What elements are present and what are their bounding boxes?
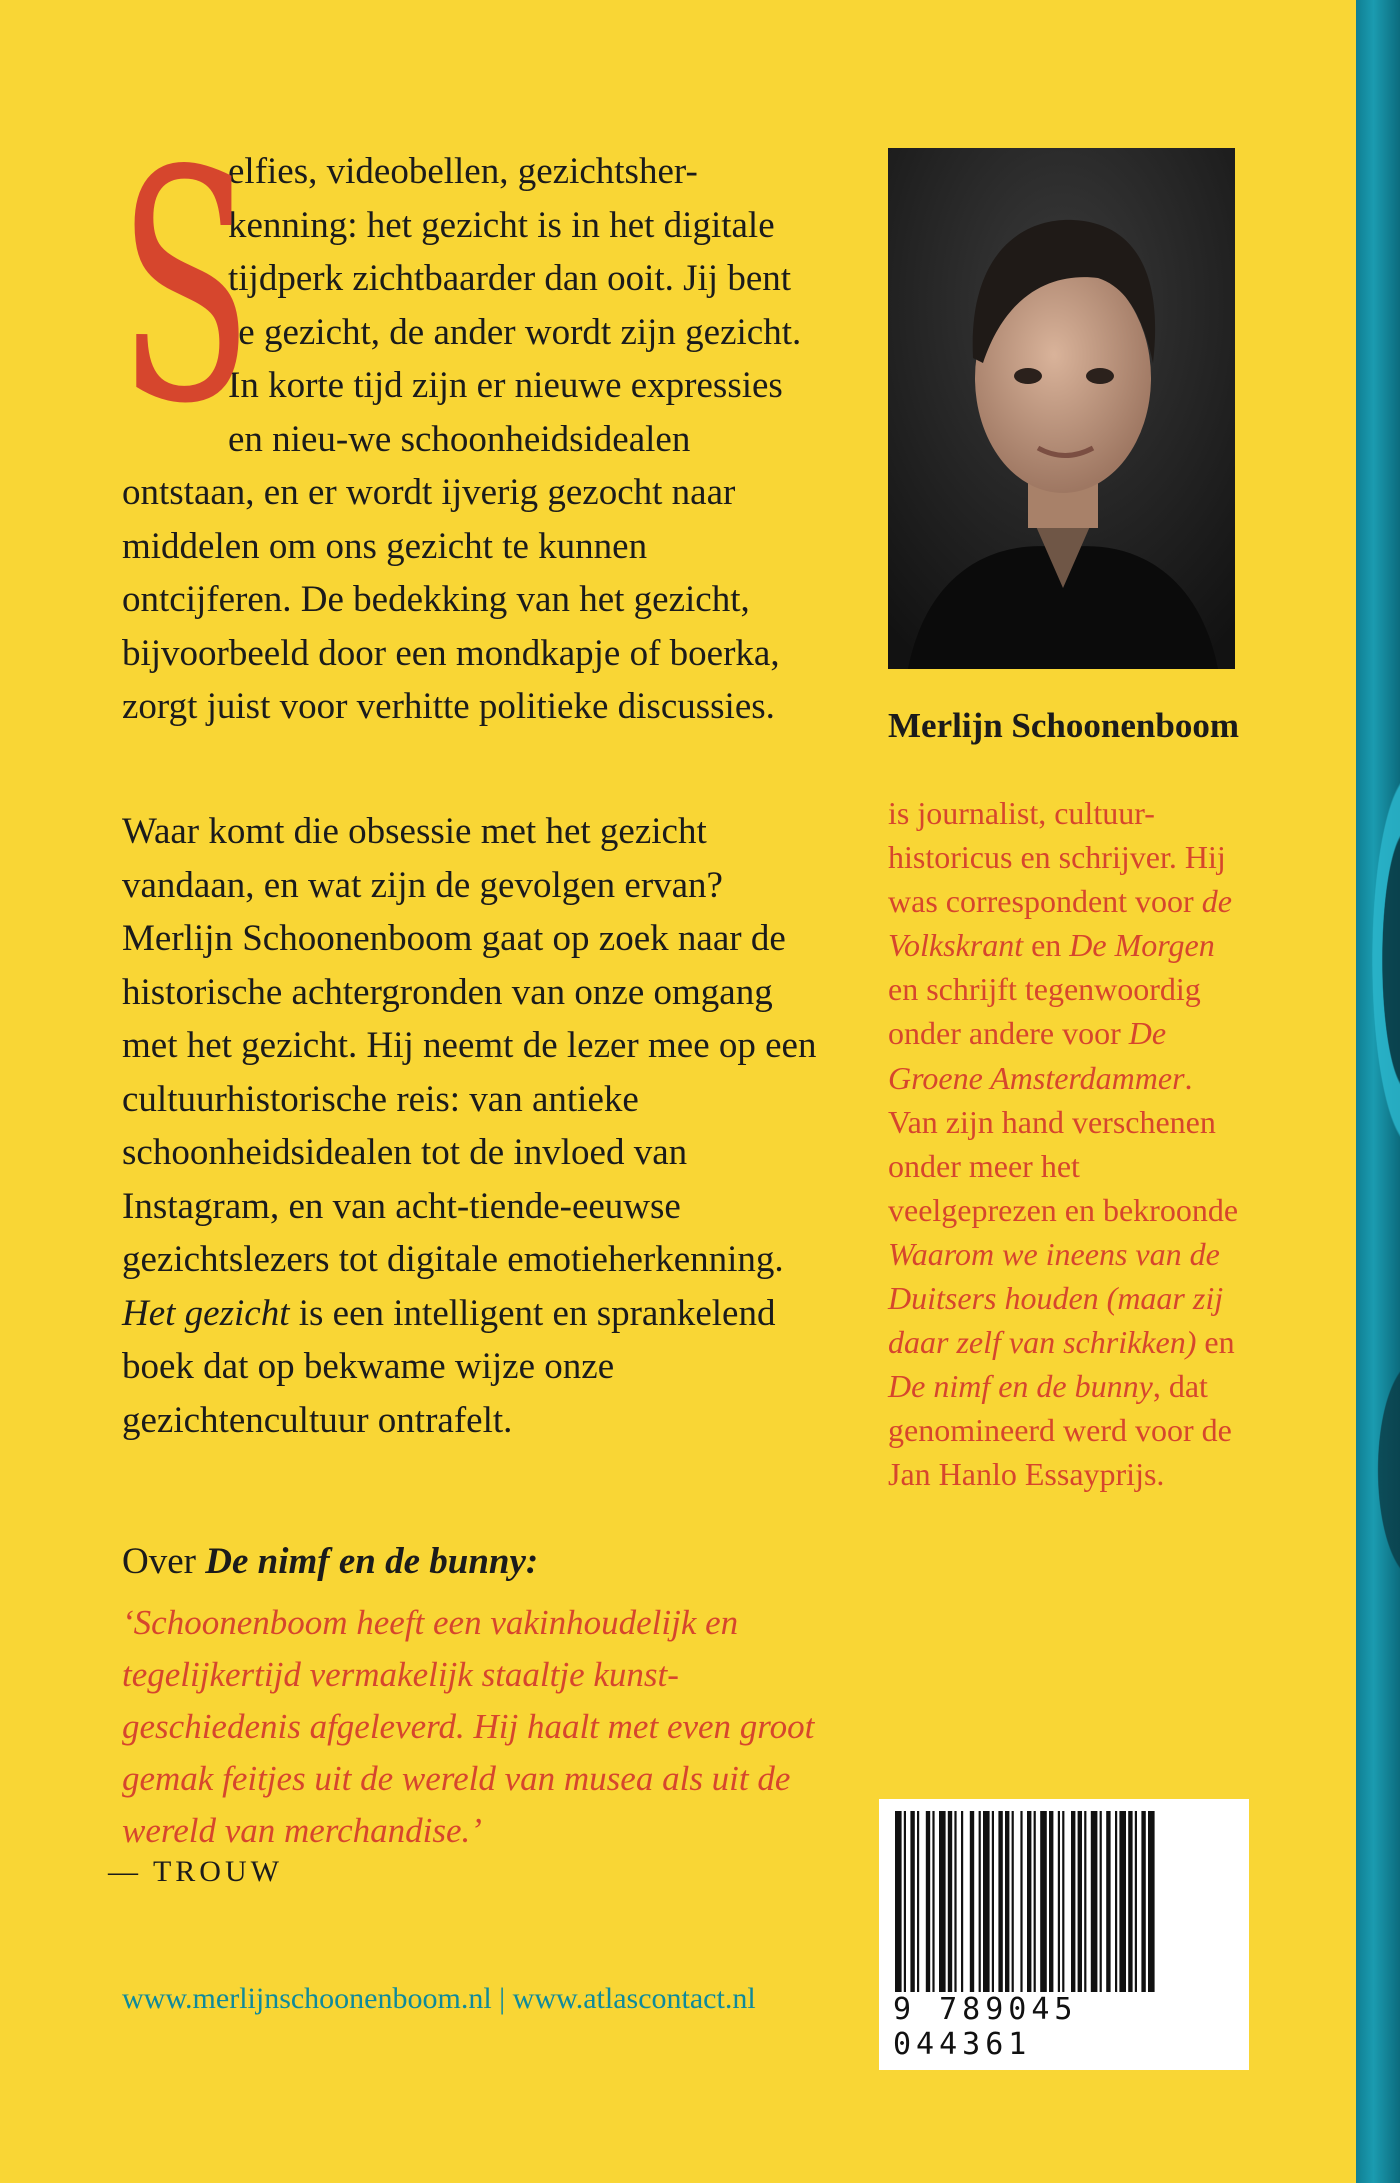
barcode-bar <box>983 1811 990 2016</box>
barcode-bar <box>932 1811 934 2016</box>
book-title: Waarom we ineens van de Duitsers houden (maar zij daar zelf van schrikken) <box>888 1235 1224 1361</box>
barcode-bar <box>1128 1811 1132 2016</box>
barcode-bar <box>992 1811 994 2016</box>
review-book-title: De nimf en de bunny: <box>205 1541 539 1582</box>
bio-text: . Van zijn hand verschenen onder meer het veelgeprezen en bekroonde <box>888 1059 1239 1228</box>
barcode-bar <box>1100 1811 1102 2016</box>
author-bio <box>888 791 1248 1497</box>
bio-text: en schrijft tegenwoordig onder andere voor <box>888 971 1201 1052</box>
spine-decoration <box>1356 1300 1400 1640</box>
book-title: Het gezicht <box>122 1292 290 1334</box>
barcode-bar <box>1106 1811 1110 2016</box>
author-name: Merlijn Schoonenboom <box>888 706 1239 745</box>
author-photo <box>888 148 1235 669</box>
barcode-bar <box>1020 1811 1022 2016</box>
barcode-bar <box>910 1811 914 2016</box>
barcode-bar <box>1005 1811 1009 2016</box>
publication-name: De Groene Amsterdammer <box>888 1015 1185 1096</box>
review-heading <box>122 1537 822 1587</box>
barcode-bar <box>1062 1811 1064 2016</box>
barcode-bar <box>1091 1811 1098 2016</box>
barcode-bar <box>1049 1811 1053 2016</box>
website-links[interactable]: www.merlijnschoonenboom.nl | www.atlascontact.nl <box>122 1982 756 2015</box>
review-source: — TROUW <box>108 1855 283 1888</box>
barcode-bar <box>961 1811 963 2016</box>
barcode-bar <box>1148 1811 1155 2016</box>
barcode-bar <box>948 1811 952 2016</box>
description-text-2: is een intelligent en sprankelend boek dat op bekwame wijze onze gezichtencultuur ontrafelt. <box>122 1292 776 1441</box>
barcode-bar <box>1012 1811 1014 2016</box>
barcode-bar <box>979 1811 981 2016</box>
isbn-barcode <box>879 1799 1249 2070</box>
intro-text: elfies, videobellen, gezichtsher-kenning: het gezicht is in het digitale tijdperk zichtbaarder dan ooit. Jij bent je gezicht, de ander wordt zijn gezicht. In korte tijd zijn er nieuwe expressies en nieu-we schoonheidsidealen ontstaan, en er wordt ijverig gezocht naar middelen om ons gezicht te kunnen ontcijferen. De bedekking van het gezicht, bijvoorbeeld door een mondkapje of boerka, zorgt juist voor verhitte politieke discussies. <box>122 151 802 727</box>
barcode-bar <box>1071 1811 1075 2016</box>
barcode-bar <box>917 1811 919 2016</box>
barcode-bar <box>926 1811 930 2016</box>
barcode-bar <box>998 1811 1002 2016</box>
barcode-bar <box>970 1811 974 2016</box>
bio-text: is journalist, cultuur-historicus en schrijver. Hij was correspondent voor <box>888 795 1226 920</box>
description-text-1: Waar komt die obsessie met het gezicht vandaan, en wat zijn de gevolgen ervan? Merlijn Schoonenboom gaat op zoek naar de historische achtergronden van onze omgang met het gezicht. Hij neemt de lezer mee op een cultuurhistorische reis: van antieke schoonheidsidealen tot de invloed van Instagram, en van acht-tiende-eeuwse gezichtslezers tot digitale emotieherkenning. <box>122 811 817 1280</box>
barcode-bar <box>1135 1811 1137 2016</box>
review-quote: ‘Schoonenboom heeft een vakinhoudelijk en tegelijkertijd vermakelijk staaltje kunst-geschiedenis afgeleverd. Hij haalt met even groot gemak feitjes uit de wereld van musea als uit de wereld van merchandise.’ <box>122 1603 815 1850</box>
barcode-bar <box>939 1811 946 2016</box>
barcode-bar <box>1115 1811 1117 2016</box>
book-title: De nimf en de bunny <box>888 1368 1153 1405</box>
barcode-bar <box>904 1811 906 2016</box>
barcode-bar <box>1027 1811 1031 2016</box>
review-over-label: Over <box>122 1541 206 1582</box>
isbn-number: 9 789045 044361 <box>893 1992 1233 2062</box>
bio-text: en <box>1023 927 1070 964</box>
description-paragraph <box>122 805 822 1447</box>
barcode-bar <box>895 1811 902 2016</box>
bio-text: en <box>1196 1324 1235 1361</box>
barcode-bars <box>893 1811 1235 2016</box>
barcode-bar <box>1058 1811 1060 2016</box>
publication-name: De Morgen <box>1069 927 1215 964</box>
barcode-bar <box>954 1811 956 2016</box>
drop-cap: S <box>118 103 254 473</box>
bio-text: , dat genomineerd werd voor de Jan Hanlo Essayprijs. <box>888 1368 1232 1493</box>
barcode-bar <box>1119 1811 1126 2016</box>
spine-decoration <box>1356 700 1400 1220</box>
intro-paragraph <box>118 103 822 734</box>
barcode-bar <box>1040 1811 1047 2016</box>
barcode-bar <box>1141 1811 1145 2016</box>
barcode-bar <box>1078 1811 1082 2016</box>
barcode-bar <box>1034 1811 1036 2016</box>
barcode-bar <box>1084 1811 1086 2016</box>
publication-name: de Volkskrant <box>888 883 1232 964</box>
